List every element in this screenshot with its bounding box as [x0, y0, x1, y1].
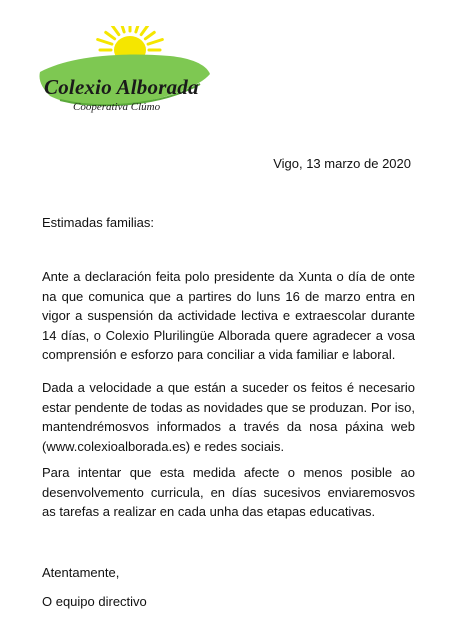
logo-title: Colexio Alborada [44, 75, 199, 99]
letter-paragraph-1: Ante a declaración feita polo presidente da Xunta o día de onte na que comunica que a partires do luns 16 de marzo entra en vigor a suspensión da actividade lectiva e extraescolar durante 14 días, o Colexio Plurilingüe Alborada quere agradecer a vosa comprensión e esforzo para conciliar a vida familiar e laboral. [42, 269, 415, 362]
sun-ray [98, 39, 112, 44]
letter-paragraph-2: Dada a velocidade a que están a suceder os feitos é necesario estar pendente de todas as novidades que se produzan. Por iso, mantendrémosvos informados a través da nosa páxina web (www.colexioalborada.es) e redes sociais. [42, 380, 415, 454]
letter-closing: Atentamente, [42, 565, 120, 580]
sun-ray [136, 26, 139, 32]
letter-greeting: Estimadas familias: [42, 215, 154, 230]
sun-ray [106, 32, 115, 38]
sun-ray [148, 39, 162, 44]
letter-date: Vigo, 13 marzo de 2020 [273, 156, 411, 171]
sun-ray [145, 32, 154, 38]
letter-signature: O equipo directivo [42, 594, 147, 609]
sun-ray [121, 26, 124, 32]
letter-paragraph-3: Para intentar que esta medida afecte o menos posible ao desenvolvemento curricula, en días sucesivos enviaremosvos as tarefas a realizar en cada unha das etapas educativas. [42, 465, 415, 519]
school-logo [30, 26, 216, 126]
sun-ray [141, 26, 150, 35]
sun-ray [110, 26, 119, 35]
logo-subtitle: Cooperativa Clúmo [73, 101, 161, 113]
